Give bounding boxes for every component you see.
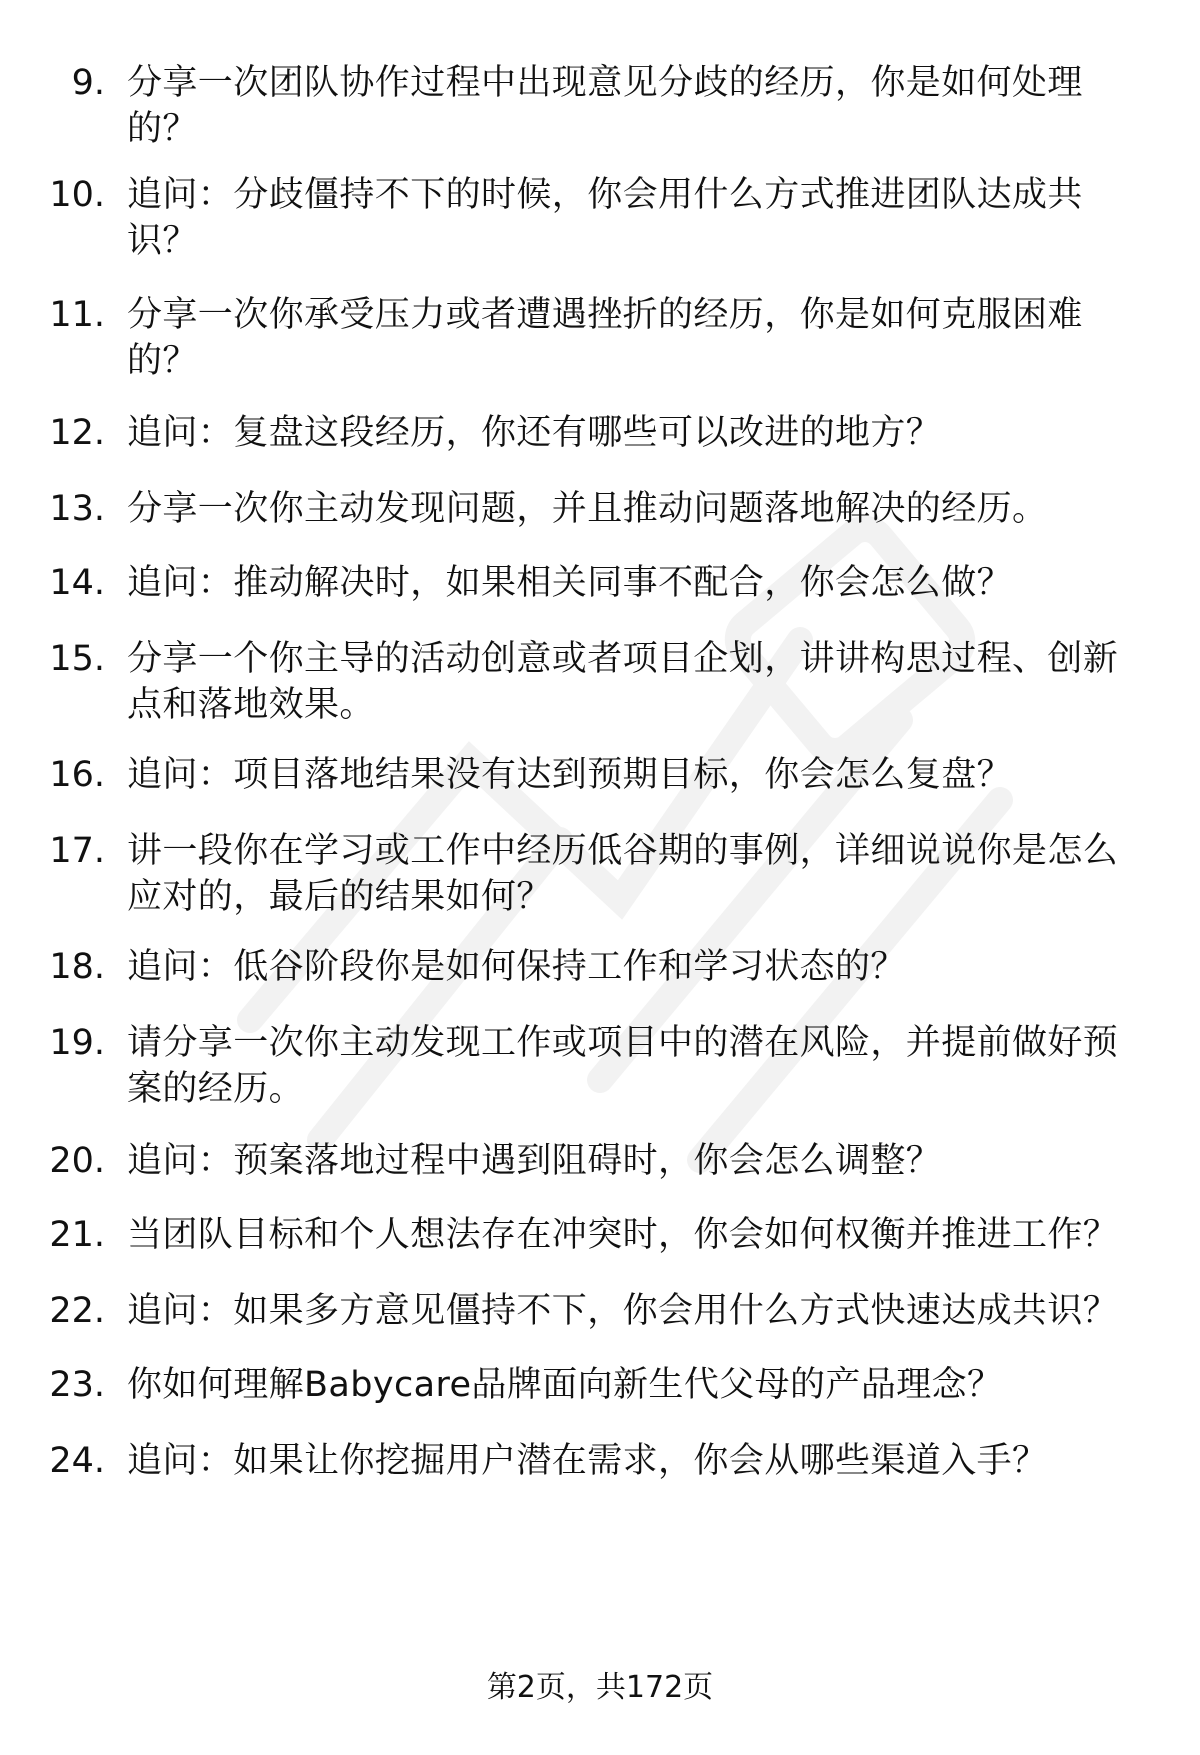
item-text: 追问：复盘这段经历，你还有哪些可以改进的地方？: [127, 413, 942, 453]
item-text: 分享一次你主动发现问题，并且推动问题落地解决的经历。: [127, 489, 1048, 529]
item-number: 10.: [49, 175, 105, 215]
item-number: 20.: [49, 1141, 105, 1181]
item-text: 讲一段你在学习或工作中经历低谷期的事例，详细说说你是怎么应对的，最后的结果如何？: [127, 831, 1119, 917]
item-number: 18.: [49, 947, 105, 987]
page-footer: 第2页，共172页: [486, 1670, 714, 1705]
item-number: 23.: [49, 1365, 105, 1405]
item-number: 19.: [49, 1023, 105, 1063]
item-number: 9.: [71, 63, 105, 103]
item-number: 15.: [49, 639, 105, 679]
item-text: 追问：低谷阶段你是如何保持工作和学习状态的？: [127, 947, 906, 987]
item-text: 追问：预案落地过程中遇到阻碍时，你会怎么调整？: [127, 1141, 942, 1181]
item-number: 14.: [49, 563, 105, 603]
item-number: 11.: [49, 295, 105, 335]
item-number: 13.: [49, 489, 105, 529]
item-text: 你如何理解Babycare品牌面向新生代父母的产品理念？: [127, 1365, 1003, 1405]
item-number: 16.: [49, 755, 105, 795]
item-number: 17.: [49, 831, 105, 871]
item-text: 当团队目标和个人想法存在冲突时，你会如何权衡并推进工作？: [127, 1215, 1119, 1255]
item-text: 分享一次团队协作过程中出现意见分歧的经历，你是如何处理的？: [127, 63, 1083, 149]
item-number: 12.: [49, 413, 105, 453]
item-text: 追问：分歧僵持不下的时候，你会用什么方式推进团队达成共识？: [127, 175, 1083, 261]
item-text: 追问：项目落地结果没有达到预期目标，你会怎么复盘？: [127, 755, 1013, 795]
item-number: 24.: [49, 1441, 105, 1481]
item-number: 21.: [49, 1215, 105, 1255]
item-text: 追问：推动解决时，如果相关同事不配合，你会怎么做？: [127, 563, 1013, 603]
item-text: 追问：如果让你挖掘用户潜在需求，你会从哪些渠道入手？: [127, 1441, 1048, 1481]
item-text: 请分享一次你主动发现工作或项目中的潜在风险，并提前做好预案的经历。: [127, 1023, 1119, 1109]
item-text: 分享一个你主导的活动创意或者项目企划，讲讲构思过程、创新点和落地效果。: [127, 639, 1119, 725]
item-text: 分享一次你承受压力或者遭遇挫折的经历，你是如何克服困难的？: [127, 295, 1083, 381]
item-text: 追问：如果多方意见僵持不下，你会用什么方式快速达成共识？: [127, 1291, 1119, 1331]
item-number: 22.: [49, 1291, 105, 1331]
